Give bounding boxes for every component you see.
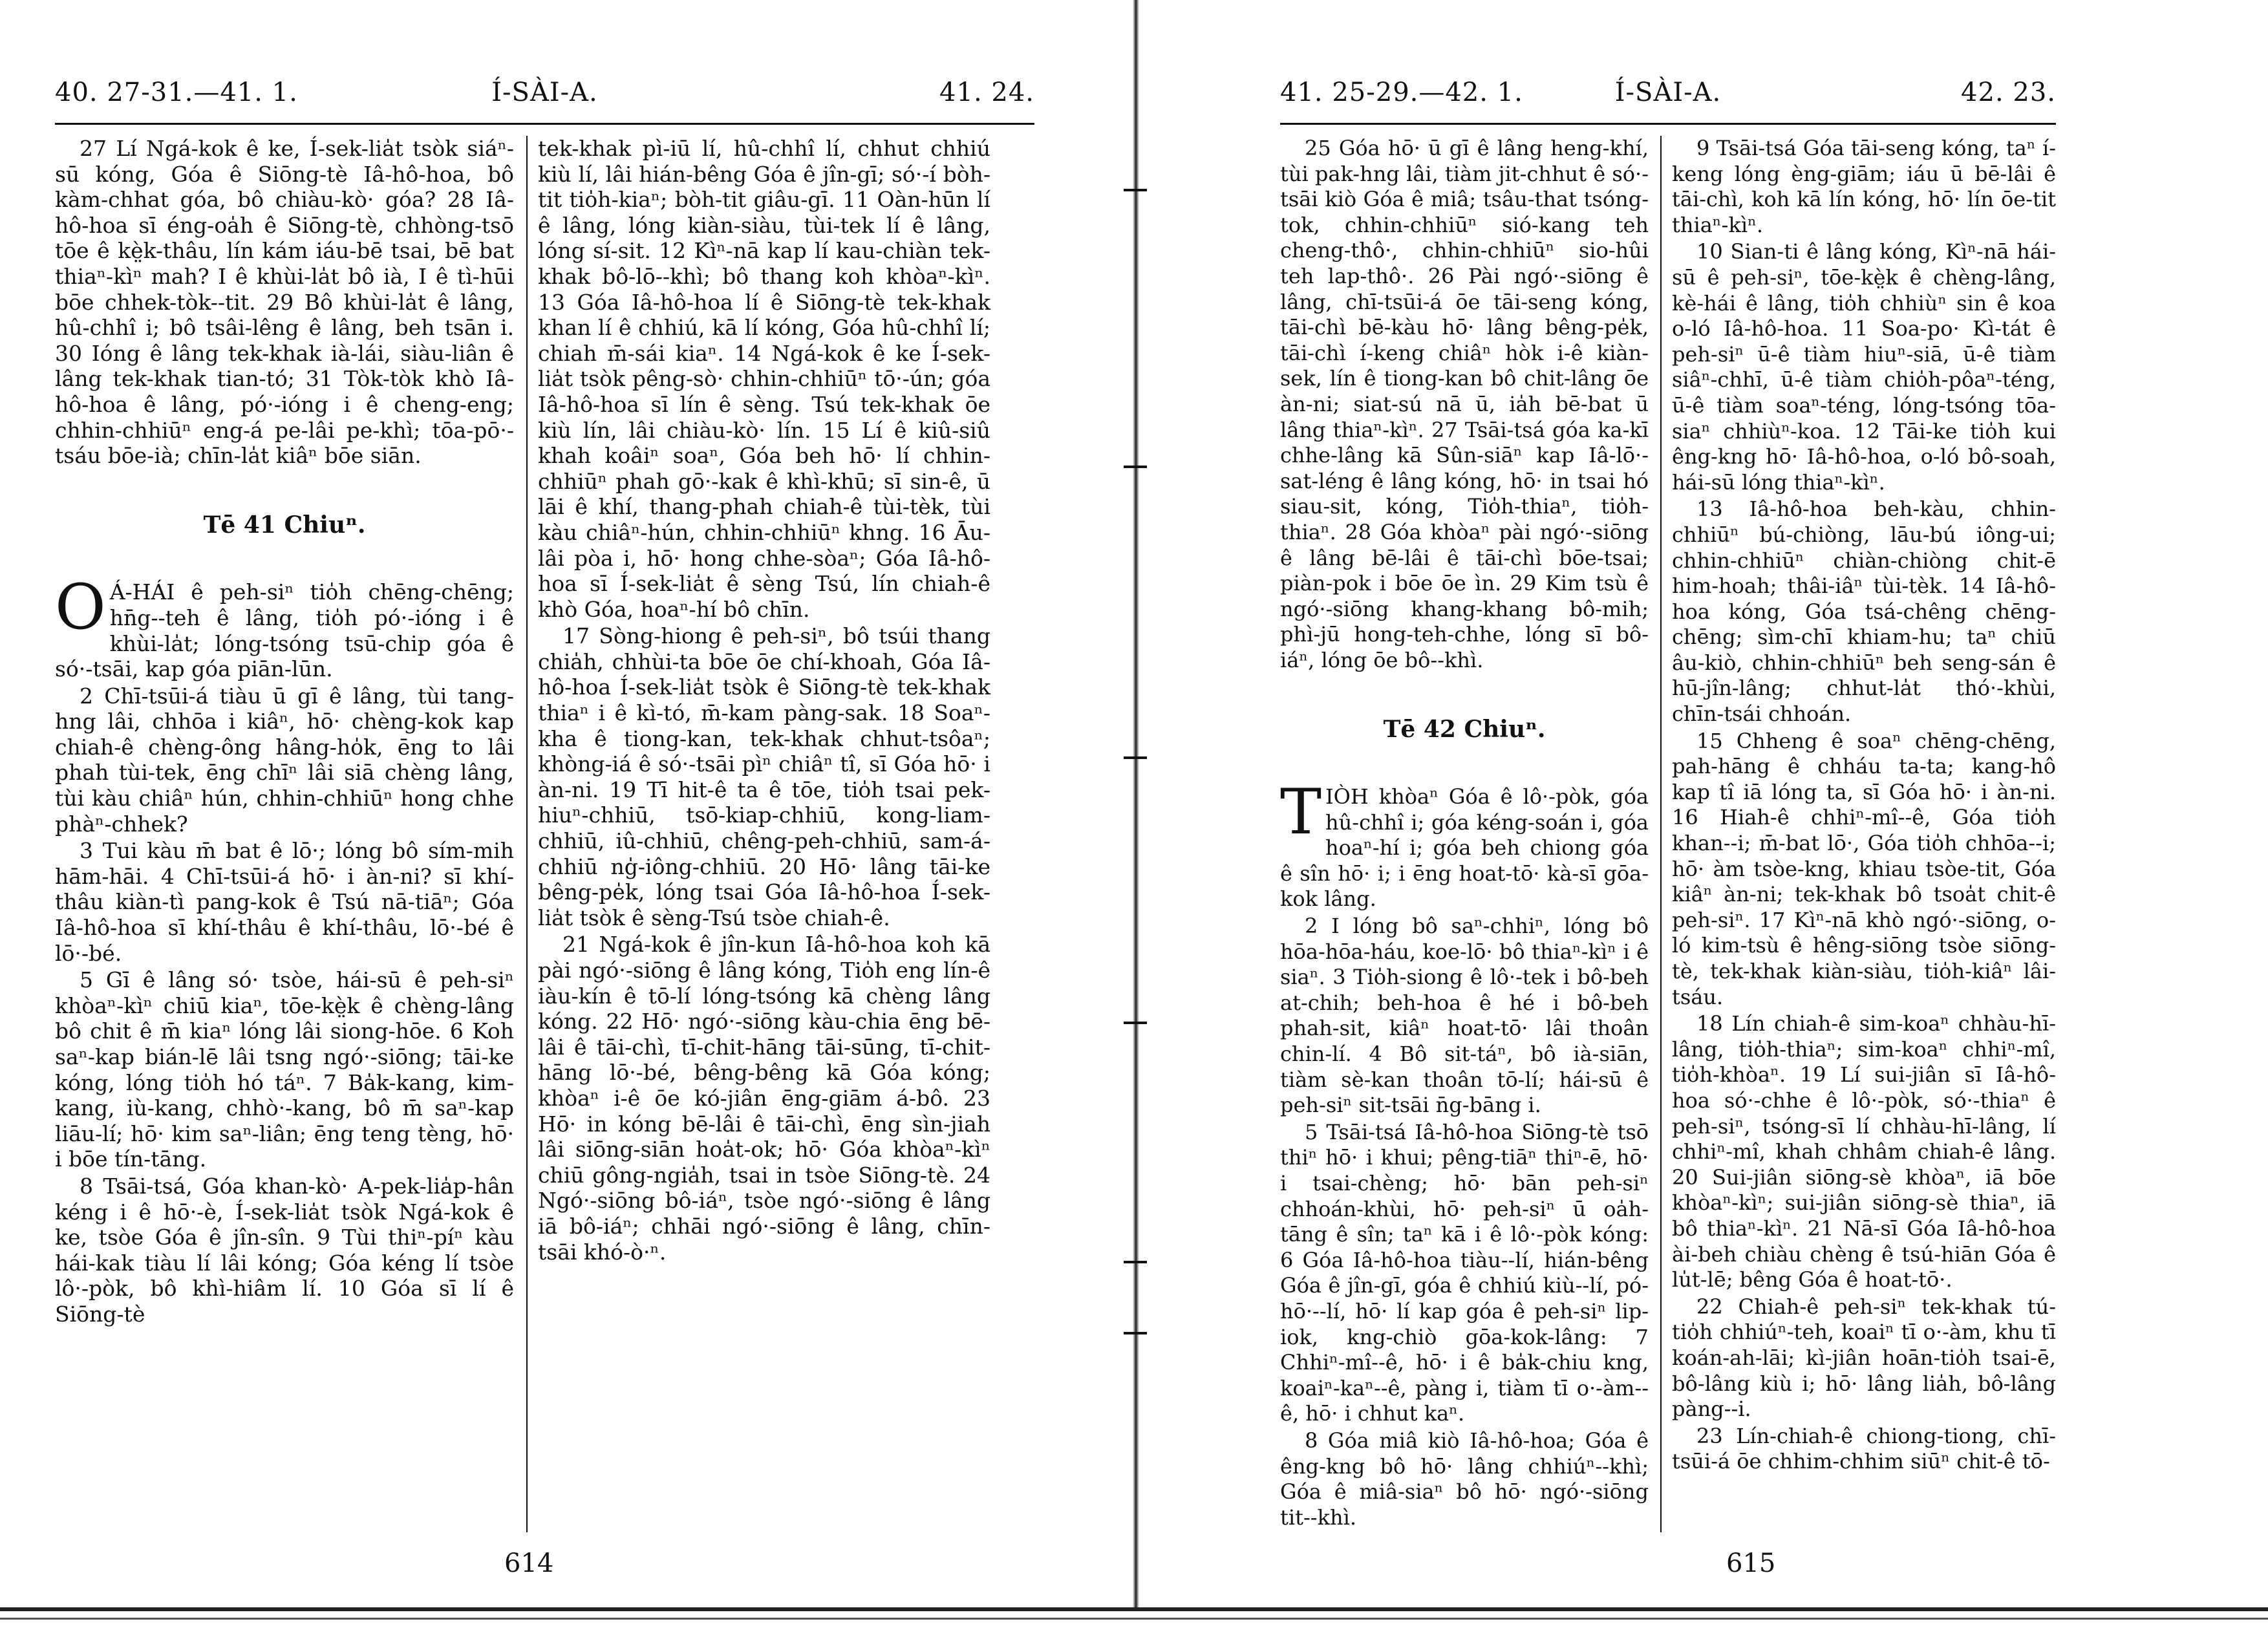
verse-paragraph: 8 Tsāi-tsá, Góa khan-kò· A-pek-lia̍p-hân kéng i ê hō·-è, Í-sek-lia̍t tsòk Ngá-kok ê ke, tsòe Góa ê jîn-sîn. 9 Tùi thiⁿ-píⁿ kàu hái-kak tiàu lí lâi kóng; Góa kéng lí tsòe lô·-pòk, bô khì-hiâm lí. 10 Góa sī lí ê Siōng-tè xyxy=(55,1173,514,1327)
verse-paragraph: 17 Sòng-hiong ê peh-siⁿ, bô tsúi thang chia̍h, chhùi-ta bōe ōe chí-khoah, Góa Iâ-hô-hoa Í-sek-lia̍t tsòk ê Siōng-tè tek-khak thiaⁿ i ê kì-tó, m̄-kam pàng-sak. 18 Soaⁿ-kha ê tiong-kan, tek-khak chhut-tsôaⁿ; khòng-iá ê só·-tsāi pìⁿ chiâⁿ tî, sī Góa hō· i àn-ni. 19 Tī hit-ê ta ê tōe, tio̍h tsai pek-hiuⁿ-chhiū, tsō-kiap-chhiū, kong-liam-chhiū, iû-chhiū, chêng-peh-chhiū, sam-á-chhiū ng̍-iông-chhiū. 20 Hō· lâng tāi-ke bêng-pe̍k, lóng tsai Góa Iâ-hô-hoa Í-sek-lia̍t tsòk ê sèng-Tsú tsòe chiah-ê. xyxy=(538,623,990,930)
verse-paragraph: 8 Góa miâ kiò Iâ-hô-hoa; Góa ê êng-kng bô hō· lâng chhiúⁿ--khì; Góa ê miâ-siaⁿ bô hō· ngó·-siōng tit--khì. xyxy=(1280,1428,1649,1530)
verse-paragraph: 9 Tsāi-tsá Góa tāi-seng kóng, taⁿ í-keng lóng èng-giām; iáu ū bē-lâi ê tāi-chì, koh kā lín kóng, hō· lín ōe-tit thiaⁿ-kìⁿ. xyxy=(1672,136,2056,237)
spine-thread-mark xyxy=(1124,189,1147,191)
verse-paragraph: 23 Lín-chiah-ê chiong-tiong, chī-tsūi-á ōe chhim-chhim siūⁿ chit-ê tō- xyxy=(1672,1423,2056,1474)
header-verse-range: 41. 25-29.—42. 1. xyxy=(1280,78,1523,107)
verse-paragraph: 2 Chī-tsūi-á tiàu ū gī ê lâng, tùi tang-hng lâi, chhōa i kiâⁿ, hō· chèng-kok kap chiah-ê chèng-ông hâng-ho̍k, ēng to lâi phah tùi-tek, ēng chīⁿ lâi siā chèng lâng, tùi kàu chiâⁿ hún, chhin-chhiūⁿ hong chhe phàⁿ-chhek? xyxy=(55,683,514,837)
header-end-verse: 41. 24. xyxy=(939,78,1034,107)
drop-cap: O xyxy=(55,571,106,644)
verse-paragraph: 10 Sian-ti ê lâng kóng, Kìⁿ-nā hái-sū ê peh-siⁿ, tōe-kè̤k ê chèng-lâng, kè-hái ê lâng, tio̍h chhiùⁿ sin ê koa o-ló Iâ-hô-hoa. 11 Soa-po· Kì-tát ê peh-siⁿ ū-ê tiàm hiuⁿ-siā, ū-ê tiàm siâⁿ-chhī, ū-ê tiàm chio̍h-pôaⁿ-téng, ū-ê tiàm soaⁿ-téng, lóng-tsóng tōa-siaⁿ chhiùⁿ-koa. 12 Tāi-ke tio̍h kui êng-kng hō· Iâ-hô-hoa, o-ló bô-soah, hái-sū lóng thiaⁿ-kìⁿ. xyxy=(1672,239,2056,495)
spine-thread-mark xyxy=(1124,1022,1147,1024)
book-bottom-edge xyxy=(0,1607,2268,1650)
left-page xyxy=(0,0,1125,1650)
verse-text: IÒH khòaⁿ Góa ê lô·-pòk, góa hû-chhî i; góa kéng-soán i, góa hoaⁿ-hí i; góa beh chiong góa ê sîn hō· i; i ēng hoat-tō· kà-sī gōa-kok lâng. xyxy=(1280,784,1649,912)
right-page xyxy=(1144,0,2268,1650)
verse-paragraph: 5 Tsāi-tsá Iâ-hô-hoa Siōng-tè tsō thiⁿ hō· i khui; pêng-tiāⁿ thiⁿ-ē, hō· i tsai-chèng; hō· bān peh-siⁿ chhoán-khùi, hō· peh-siⁿ ū oa̍h-tāng ê sîn; taⁿ kā i ê lô·-pòk kóng: 6 Góa Iâ-hô-hoa tiàu--lí, hián-bêng Góa ê jîn-gī, góa ê chhiú kiù--lí, pó-hō·--lí, hō· lí kap góa ê peh-siⁿ lip-iok, kng-chiò gōa-kok-lâng: 7 Chhiⁿ-mî--ê, hō· i ê ba̍k-chiu kng, koaiⁿ-kaⁿ--ê, pàng i, tiàm tī o·-àm--ê, hō· i chhut kaⁿ. xyxy=(1280,1119,1649,1426)
chapter-heading: Tē 41 Chiuⁿ. xyxy=(203,511,366,539)
spine-thread-mark xyxy=(1124,466,1147,468)
verse-paragraph: 22 Chiah-ê peh-siⁿ tek-khak tú-tio̍h chhiúⁿ-teh, koaiⁿ tī o·-àm, khu tī koán-ah-lāi; kì-jiân hoān-tio̍h tsai-ē, bô-lâng kiù i; hō· lâng lia̍h, bô-lâng pàng--i. xyxy=(1672,1294,2056,1422)
verse-paragraph: 13 Iâ-hô-hoa beh-kàu, chhin-chhiūⁿ bú-chiòng, lāu-bú iông-ui; chhin-chhiūⁿ chiàn-chiòng chit-ē him-hoah; thâi-iâⁿ tùi-tèk. 14 Iâ-hô-hoa kóng, Góa tsá-chêng chēng-chēng; sìm-chī khiam-hu; taⁿ chiū âu-kiò, chhin-chhiūⁿ beh seng-sán ê hū-jîn-lâng; chhut-la̍t thó·-khùi, chīn-tsái chhoán. xyxy=(1672,497,2056,727)
chapter-first-paragraph xyxy=(55,571,514,682)
header-rule xyxy=(1280,123,2056,125)
running-header xyxy=(55,78,1034,116)
text-column-right xyxy=(1672,136,2056,1476)
spine-thread-mark xyxy=(1124,756,1147,759)
verse-paragraph: tek-khak pì-iū lí, hû-chhî lí, chhut chhiú kiù lí, lâi hián-bêng Góa ê jîn-gī; só·-í bòh-tit tio̍h-kiaⁿ; bòh-tit giâu-gī. 11 Oàn-hūn lí ê lâng, lóng kiàn-siàu, tùi-tek lí ê lâng, lóng sí-sit. 12 Kìⁿ-nā kap lí kau-chiàn tek-khak bô-lō--khì; bô thang koh khòaⁿ-kìⁿ. 13 Góa Iâ-hô-hoa lí ê Siōng-tè tek-khak khan lí ê chhiú, kā lí kóng, Góa hû-chhî lí; chiah m̄-sái kiaⁿ. 14 Ngá-kok ê ke Í-sek-lia̍t tsòk pêng-sò· chhin-chhiūⁿ tō·-ún; góa Iâ-hô-hoa sī lín ê sèng. Tsú tek-khak ōe kiù lín, lâi chiàu-kò· lín. 15 Lí ê kiû-siû khah koâiⁿ soaⁿ, Góa beh hō· lí chhin-chhiūⁿ phah gō·-kak ê khì-khū; sī sin-ê, ū lāi ê khí, thang-phah chiah-ê tùi-tèk, tùi kàu chiâⁿ-hún, chhin-chhiūⁿ khng. 16 Āu-lâi pòa i, hō· hong chhe-sòaⁿ; Góa Iâ-hô-hoa sī Í-sek-lia̍t ê sèng Tsú, lín chiah-ê khò Góa, hoaⁿ-hí bô chīn. xyxy=(538,136,990,622)
verse-paragraph: 5 Gī ê lâng só· tsòe, hái-sū ê peh-siⁿ khòaⁿ-kìⁿ chiū kiaⁿ, tōe-kè̤k ê chèng-lâng bô chit ê m̄ kiaⁿ lóng lâi siong-hōe. 6 Koh saⁿ-kap bián-lē lâi tsng ngó·-siōng; tāi-ke kóng, lóng tio̍h hó táⁿ. 7 Ba̍k-kang, kim-kang, iù-kang, chhò·-kang, bô m̄ saⁿ-kap liāu-lí; hō· kim saⁿ-liân; ēng teng tèng, hō· i bōe tín-tāng. xyxy=(55,967,514,1172)
text-column-right xyxy=(538,136,990,1266)
verse-paragraph: 25 Góa hō· ū gī ê lâng heng-khí, tùi pak-hng lâi, tiàm jit-chhut ê só·-tsāi kiò Góa ê miâ; tsâu-that tsóng-tok, chhin-chhiūⁿ sió-kang teh cheng-thô·, chhin-chhiūⁿ sio-hûi teh lap-thô·. 26 Pài ngó·-siōng ê lâng, chī-tsūi-á ōe tāi-seng kóng, tāi-chì bē-kàu hō· lâng bêng-pe̍k, tāi-chì í-keng chiâⁿ hòk i-ê kiàn-sek, lín ê tiong-kan bô chit-lâng ōe àn-ni; siat-sú nā ū, ia̍h bē-bat ū lâng thiaⁿ-kìⁿ. 27 Tsāi-tsá góa ka-kī chhe-lâng kā Sûn-siāⁿ kap Iâ-lō·-sat-léng ê lâng kóng, hō· in tsai hó siau-sit, kóng, Tio̍h-thiaⁿ, tio̍h-thiaⁿ. 28 Góa khòaⁿ pài ngó·-siōng ê lâng bē-lâi ê tāi-chì bōe-tsai; piàn-pok i bōe ōe ìn. 29 Kim tsù ê ngó·-siōng khang-khang bô-mih; phì-jū hong-teh-chhe, lóng sī bô-iáⁿ, lóng ōe bô--khì. xyxy=(1280,136,1649,672)
text-column-left xyxy=(55,136,514,1329)
text-column-left xyxy=(1280,136,1649,1532)
header-end-verse: 42. 23. xyxy=(1961,78,2056,107)
verse-paragraph: 2 I lóng bô saⁿ-chhiⁿ, lóng bô hōa-hōa-háu, koe-lō· bô thiaⁿ-kìⁿ i ê siaⁿ. 3 Tio̍h-siong ê lô·-tek i bô-beh at-chih; beh-hoa ê hé i bô-beh phah-sit, kiâⁿ hoat-tō· lâi thoân chin-lí. 4 Bô sit-táⁿ, bô ià-siān, tiàm sè-kan thoân tō-lí; hái-sū ê peh-siⁿ sit-tsāi n̄g-bāng i. xyxy=(1280,914,1649,1118)
header-verse-range: 40. 27-31.—41. 1. xyxy=(55,78,298,107)
column-divider xyxy=(526,136,528,1532)
chapter-first-paragraph xyxy=(1280,776,1649,912)
column-divider xyxy=(1660,136,1662,1532)
drop-cap: T xyxy=(1280,776,1322,849)
header-rule xyxy=(55,123,1034,125)
verse-paragraph: 18 Lín chiah-ê sim-koaⁿ chhàu-hī-lâng, tio̍h-thiaⁿ; sim-koaⁿ chhiⁿ-mî, tio̍h-khòaⁿ. 19 Lí sui-jiân sī Iâ-hô-hoa só·-chhe ê lô·-pòk, só·-thiaⁿ ê peh-siⁿ, tsóng-sī lí chhàu-hī-lâng, lí chhiⁿ-mî, khah chhâm chiah-ê lâng. 20 Sui-jiân siōng-sè khòaⁿ, iā bōe khòaⁿ-kìⁿ; sui-jiân siōng-sè thiaⁿ, iā bô thiaⁿ-kìⁿ. 21 Nā-sī Góa Iâ-hô-hoa ài-beh chiàu chèng ê tsú-hiān Góa ê lu̍t-lē; bêng Góa ê hoat-tō·. xyxy=(1672,1011,2056,1292)
chapter-heading: Tē 42 Chiuⁿ. xyxy=(1383,716,1546,744)
verse-paragraph: 21 Ngá-kok ê jîn-kun Iâ-hô-hoa koh kā pài ngó·-siōng ê lâng kóng, Tio̍h eng lín-ê iàu-kín ê tō-lí lóng-tsóng kā chèng lâng kóng. 22 Hō· ngó·-siōng kàu-chia ēng bē-lâi ê tāi-chì, tī-chit-hāng tāi-sūng, tī-chit-hāng lō·-bé, bêng-bêng kā Góa kóng; khòaⁿ i-ê ōe kó-jiân ēng-giām á-bô. 23 Hō· in kóng bē-lâi ê tāi-chì, ēng sìn-jiah lâi siōng-siān hoa̍t-ok; hō· Góa khòaⁿ-kìⁿ chiū gông-ngia̍h, tsai in tsòe Siōng-tè. 24 Ngó·-siōng bô-iáⁿ, tsòe ngó·-siōng ê lâng iā bô-iáⁿ; chhāi ngó·-siōng ê lâng, chīn-tsāi khó-ò·ⁿ. xyxy=(538,932,990,1265)
page-number: 615 xyxy=(1726,1548,1776,1578)
running-header xyxy=(1280,78,2056,116)
verse-paragraph: 15 Chheng ê soaⁿ chēng-chēng, pah-hāng ê chháu ta-ta; kang-hô kap tî iā lóng ta, sī Góa hō· i àn-ni. 16 Hiah-ê chhiⁿ-mî--ê, Góa tio̍h khan--i; m̄-bat lō·, Góa tio̍h chhōa--i; hō· àm tsòe-kng, khiau tsòe-tit, Góa kiâⁿ àn-ni; tek-khak bô tsoa̍t chit-ê peh-siⁿ. 17 Kìⁿ-nā khò ngó·-siōng, o-ló kim-tsù ê hêng-siōng tsòe siōng-tè, tek-khak kiàn-siàu, tio̍h-kiâⁿ lâi-tsáu. xyxy=(1672,728,2056,1009)
verse-paragraph: 3 Tui kàu m̄ bat ê lō·; lóng bô sím-mih hām-hāi. 4 Chī-tsūi-á hō· i àn-ni? sī khí-thâu kiàn-tì pang-kok ê Tsú nā-tiāⁿ; Góa Iâ-hô-hoa sī khí-thâu ê khí-thâu, lō·-bé ê lō·-bé. xyxy=(55,838,514,966)
verse-paragraph: 27 Lí Ngá-kok ê ke, Í-sek-lia̍t tsòk siáⁿ-sū kóng, Góa ê Siōng-tè Iâ-hô-hoa, bô kàm-chhat góa, bô chiàu-kò· góa? 28 Iâ-hô-hoa sī éng-oa̍h ê Siōng-tè, chhòng-tsō tōe ê kè̤k-thâu, lín kám iáu-bē tsai, bē bat thiaⁿ-kìⁿ mah? I ê khùi-la̍t bô ià, I ê tì-hūi bōe chhek-tòk--tit. 29 Bô khùi-la̍t ê lâng, hû-chhî i; bô tsâi-lêng ê lâng, beh tsān i. 30 Ióng ê lâng tek-khak ià-lái, siàu-liân ê lâng tek-khak tian-tó; 31 Tòk-tòk khò Iâ-hô-hoa ê lâng, pó·-ióng i ê cheng-eng; chhin-chhiūⁿ eng-á pe-lâi pe-khì; tōa-pō·-tsáu bōe-ià; chīn-la̍t kiâⁿ bōe siān. xyxy=(55,136,514,469)
spine-thread-mark xyxy=(1124,1261,1147,1263)
verse-text: Á-HÁI ê peh-siⁿ tio̍h chēng-chēng; hn̄g--teh ê lâng, tio̍h pó·-ióng i ê khùi-la̍t; lóng-tsóng tsū-chip góa ê só·-tsāi, kap góa piān-lūn. xyxy=(55,579,514,682)
header-book-title: Í-SÀI-A. xyxy=(491,78,598,107)
book-spine xyxy=(1133,0,1139,1650)
header-book-title: Í-SÀI-A. xyxy=(1614,78,1722,107)
page-number: 614 xyxy=(504,1548,554,1578)
spine-thread-mark xyxy=(1124,1332,1147,1334)
